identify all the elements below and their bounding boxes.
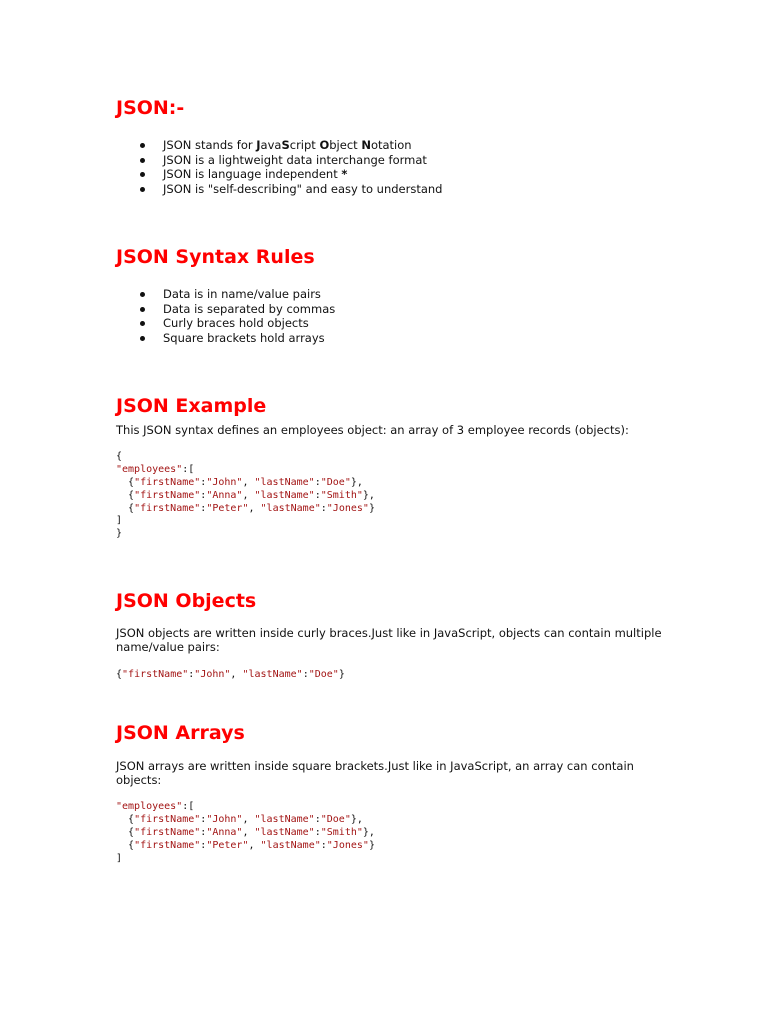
code-key: "employees"	[116, 463, 183, 475]
list-item	[116, 153, 443, 168]
bold-letter: N	[361, 138, 371, 152]
code-punctuation: :	[200, 476, 207, 488]
code-punctuation: {	[116, 669, 123, 680]
list-item-text: Square brackets hold arrays	[163, 330, 325, 345]
heading-json-arrays: JSON Arrays	[116, 722, 245, 744]
code-punctuation: ,	[248, 839, 261, 851]
code-line	[116, 814, 375, 827]
code-punctuation: ,	[242, 476, 255, 488]
code-value: "Doe"	[320, 476, 351, 488]
code-punctuation: {	[116, 502, 135, 514]
list-item	[116, 138, 443, 153]
code-punctuation: :	[200, 839, 207, 851]
list-item-text: cript	[289, 138, 320, 152]
code-key: "employees"	[116, 801, 183, 812]
objects-code-block	[116, 669, 345, 682]
code-key: "lastName"	[254, 489, 315, 501]
list-item-text: JSON is language independent	[163, 167, 342, 182]
code-value: "Anna"	[206, 489, 243, 501]
example-description: This JSON syntax defines an employees object: an array of 3 employee records (objects):	[116, 423, 629, 437]
list-item	[116, 331, 335, 346]
code-punctuation: :	[200, 502, 207, 514]
code-punctuation: :	[200, 813, 207, 825]
code-value: "Peter"	[206, 839, 249, 851]
code-line	[116, 669, 345, 682]
code-key: "lastName"	[242, 669, 303, 680]
code-punctuation: :	[314, 476, 321, 488]
code-punctuation: }	[116, 528, 123, 540]
code-punctuation: :[	[182, 463, 195, 475]
objects-description: JSON objects are written inside curly braces.Just like in JavaScript, objects can contain multiple name/value pairs:	[116, 626, 662, 654]
code-key: "firstName"	[134, 502, 201, 514]
code-punctuation: {	[116, 839, 135, 851]
code-punctuation: ]	[116, 515, 123, 527]
code-value: "John"	[194, 669, 231, 680]
json-bullet-list	[116, 138, 443, 196]
code-value: "Jones"	[326, 502, 369, 514]
list-item	[116, 316, 335, 331]
code-punctuation: {	[116, 813, 135, 825]
list-item	[116, 287, 335, 302]
code-value: "Anna"	[206, 826, 243, 838]
heading-syntax-rules: JSON Syntax Rules	[116, 246, 315, 268]
code-line	[116, 503, 375, 516]
code-punctuation: :	[302, 669, 309, 680]
code-punctuation: :	[314, 813, 321, 825]
code-value: "John"	[206, 476, 243, 488]
code-key: "lastName"	[254, 826, 315, 838]
code-punctuation: },	[350, 476, 363, 488]
code-punctuation: ,	[242, 813, 255, 825]
code-punctuation: :	[200, 489, 207, 501]
list-item-text: Data is in name/value pairs	[163, 287, 321, 301]
code-punctuation: :	[320, 839, 327, 851]
code-punctuation: {	[116, 826, 135, 838]
list-item-text: JSON is "self-describing" and easy to understand	[163, 181, 443, 196]
bold-letter: *	[341, 167, 348, 182]
code-key: "lastName"	[254, 476, 315, 488]
list-item	[116, 182, 443, 197]
bold-letter: O	[319, 138, 330, 152]
code-value: "Smith"	[320, 826, 363, 838]
code-line	[116, 490, 375, 503]
code-punctuation: }	[368, 839, 375, 851]
code-key: "lastName"	[254, 813, 315, 825]
code-punctuation: {	[116, 489, 135, 501]
example-code-block	[116, 451, 375, 541]
code-line	[116, 477, 375, 490]
code-line	[116, 528, 375, 541]
code-punctuation: ,	[230, 669, 243, 680]
code-line	[116, 853, 375, 866]
syntax-bullet-list	[116, 287, 335, 345]
code-line	[116, 451, 375, 464]
code-punctuation: :	[200, 826, 207, 838]
heading-json: JSON:-	[116, 97, 185, 119]
code-punctuation: :	[320, 502, 327, 514]
list-item	[116, 167, 443, 182]
code-key: "firstName"	[134, 839, 201, 851]
code-value: "Doe"	[320, 813, 351, 825]
code-key: "firstName"	[134, 489, 201, 501]
code-value: "Doe"	[308, 669, 339, 680]
code-punctuation: }	[368, 502, 375, 514]
code-punctuation: :[	[182, 801, 195, 812]
list-item-text: JSON stands for	[163, 138, 257, 152]
arrays-code-block	[116, 801, 375, 865]
code-key: "firstName"	[134, 826, 201, 838]
code-punctuation: },	[362, 489, 375, 501]
list-item-text: otation	[370, 138, 412, 152]
code-line	[116, 515, 375, 528]
code-punctuation: {	[116, 476, 135, 488]
heading-json-example: JSON Example	[116, 395, 267, 417]
code-punctuation: ]	[116, 852, 123, 864]
code-punctuation: }	[338, 669, 345, 680]
list-item	[116, 302, 335, 317]
arrays-description: JSON arrays are written inside square brackets.Just like in JavaScript, an array can contain objects:	[116, 759, 634, 787]
code-punctuation: :	[314, 489, 321, 501]
list-item-text: Data is separated by commas	[163, 301, 336, 316]
code-value: "John"	[206, 813, 243, 825]
code-key: "firstName"	[134, 476, 201, 488]
code-value: "Jones"	[326, 839, 369, 851]
heading-json-objects: JSON Objects	[116, 590, 257, 612]
code-key: "lastName"	[260, 839, 321, 851]
code-punctuation: :	[188, 669, 195, 680]
code-punctuation: :	[314, 826, 321, 838]
code-line	[116, 840, 375, 853]
code-value: "Smith"	[320, 489, 363, 501]
list-item-text: Curly braces hold objects	[163, 316, 309, 331]
list-item-text: JSON is a lightweight data interchange format	[163, 152, 427, 167]
code-key: "firstName"	[122, 669, 189, 680]
list-item-text: bject	[329, 138, 362, 152]
code-punctuation: ,	[248, 502, 261, 514]
code-punctuation: ,	[242, 489, 255, 501]
code-value: "Peter"	[206, 502, 249, 514]
code-punctuation: },	[362, 826, 375, 838]
code-line	[116, 464, 375, 477]
code-punctuation: },	[350, 813, 363, 825]
code-key: "lastName"	[260, 502, 321, 514]
code-line	[116, 827, 375, 840]
code-punctuation: {	[116, 451, 123, 462]
code-key: "firstName"	[134, 813, 201, 825]
bold-letter: J	[256, 138, 261, 152]
bold-letter: S	[281, 138, 290, 152]
list-item-text: ava	[260, 138, 282, 152]
code-line	[116, 801, 375, 814]
code-punctuation: ,	[242, 826, 255, 838]
